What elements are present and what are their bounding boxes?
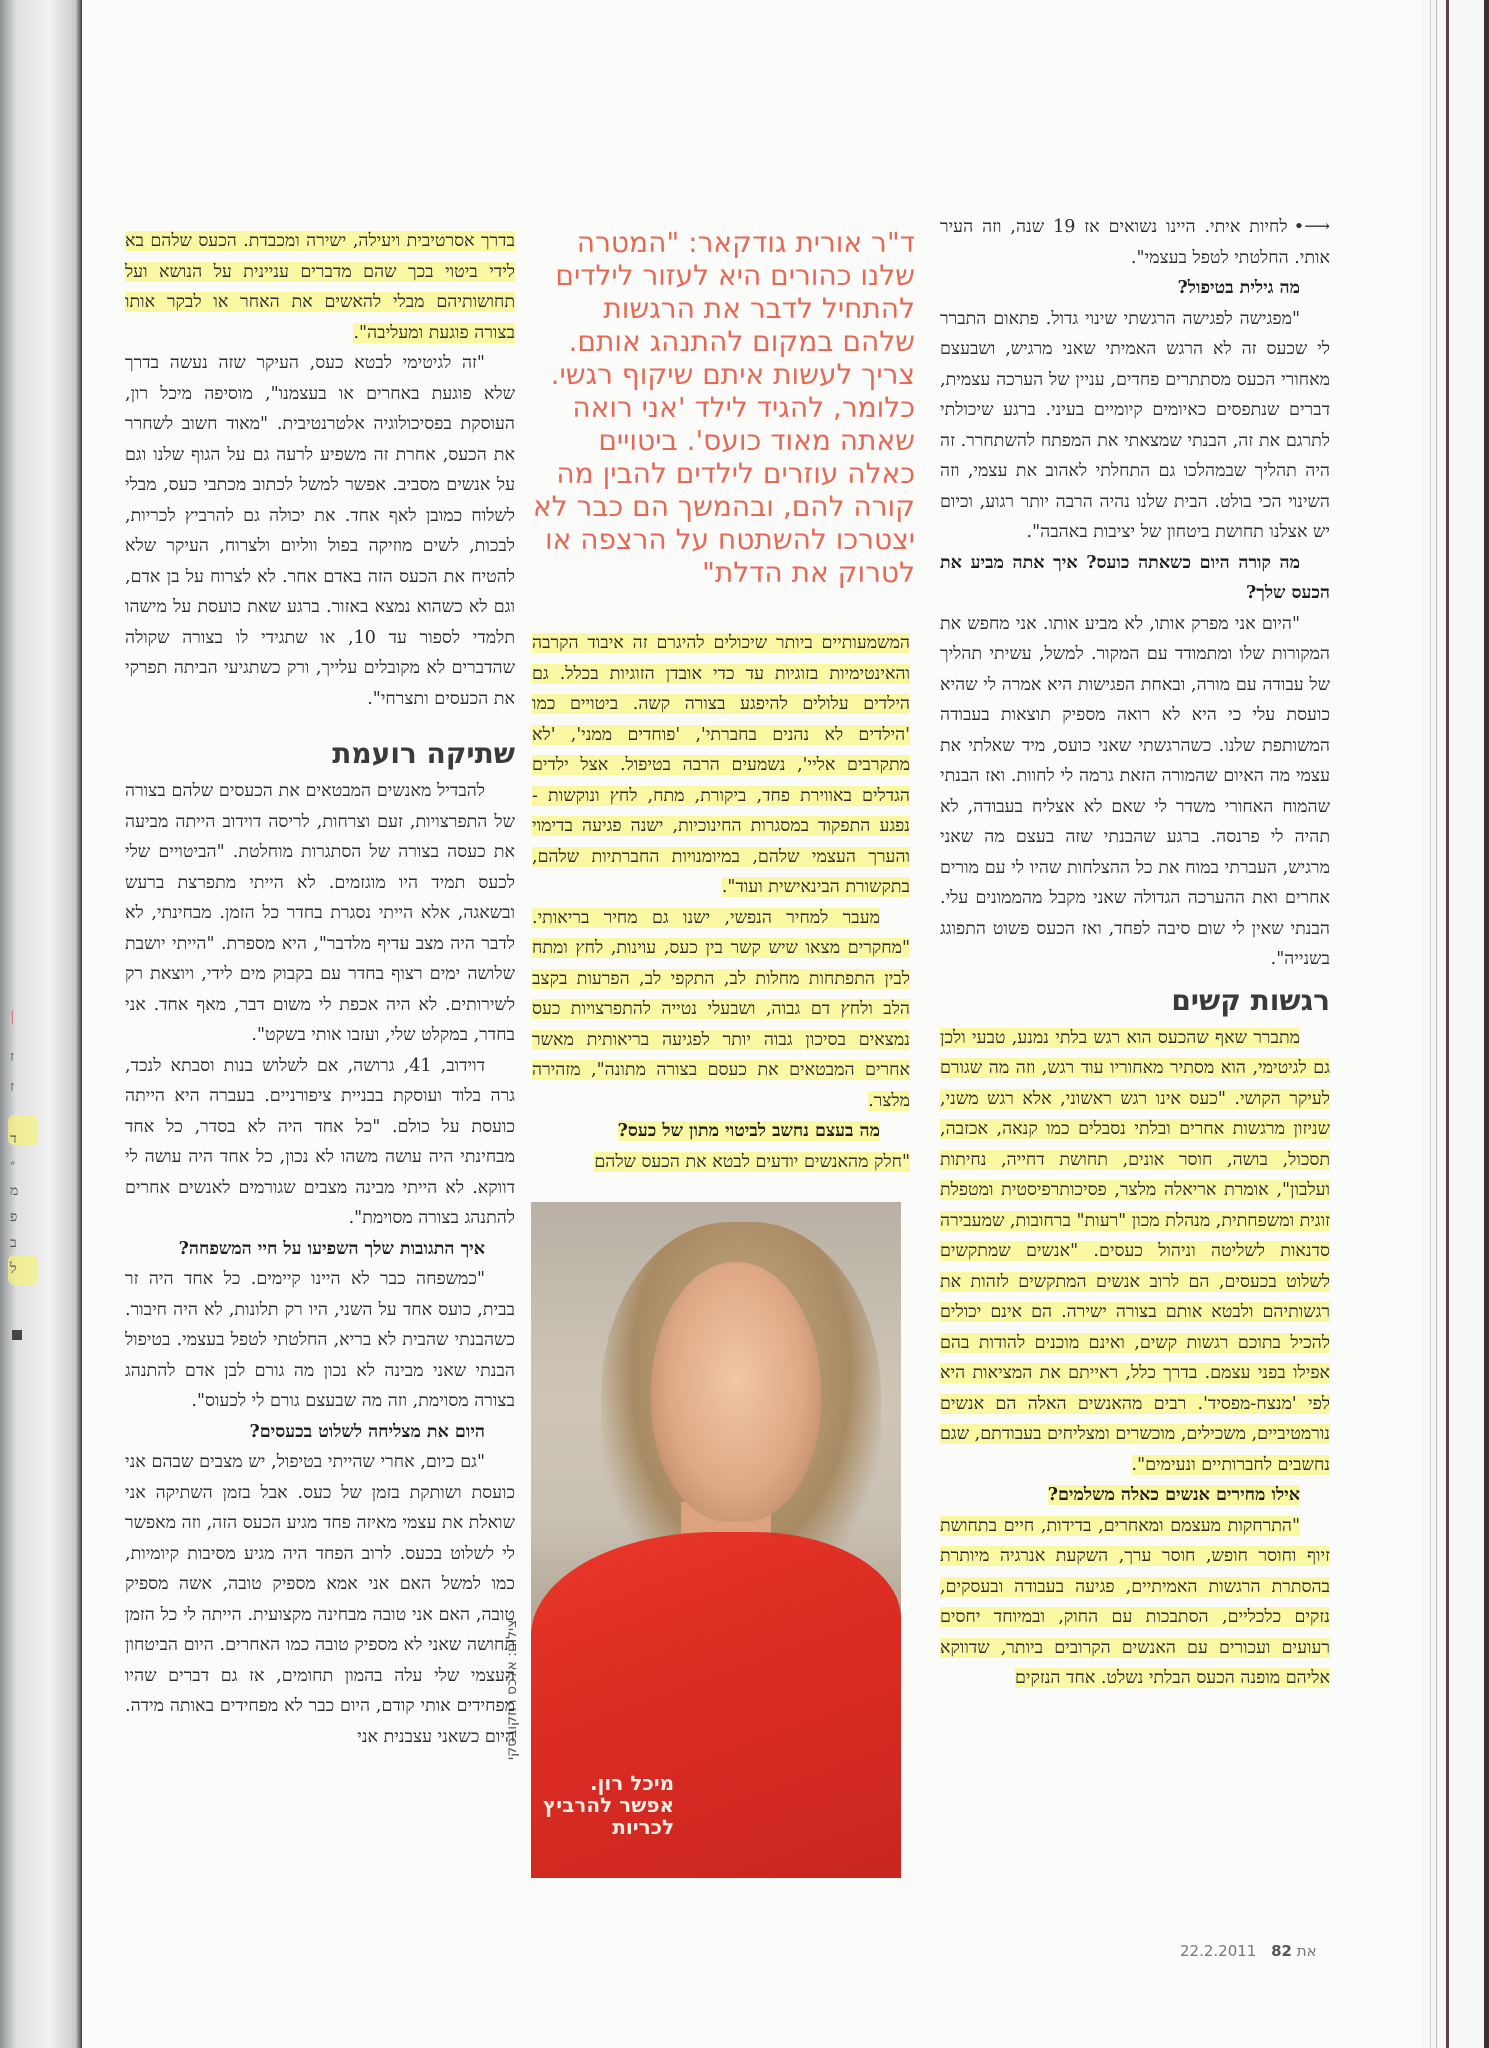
caption-line: אפשר להרביץ [543, 1793, 675, 1817]
paragraph: דוידוב, 41, גרושה, אם לשלוש בנות וסבתא לנכד, גרה בלוד ועוסקת בבניית ציפורניים. בעברה היא הייתה כועסת על כולם. "כל אחד היה לא בסדר, כל אחד מבחינתי היה עושה משהו לא נכון, כל אחד היה עושה לי דווקא. לא הייתי מבינה מצבים שגורמים לאנשים אחרים להתנהג בצורה מסוימת". [125, 1055, 515, 1228]
paragraph: "כמשפחה כבר לא היינו קיימים. כל אחד היה זר בבית, כועס אחד על השני, היו רק תלונות, לא היה חיבור. כשהבנתי שהבית לא בריא, החלטתי לטפל בעצמי. בטיפול הבנתי שאני מבינה לא נכון מה גורם לבן אדם להתנהג בצורה מסוימת, וזה מה שבעצם גורם לי לכעוס". [125, 1269, 515, 1411]
photo-caption [543, 1772, 674, 1838]
article-column-middle [532, 628, 910, 1177]
highlighted-paragraph: מתברר שאף שהכעס הוא רגש בלתי נמנע, טבעי ולכן גם לגיטימי, הוא מסתיר מאחוריו עוד רגש, וזה מה שגורם לעיקר הקושי. "כעס אינו רגש ראשוני, אלא רגש משני, שניזון מרגשות אחרים ובלתי נסבלים כמו קנאה, אכזבה, תסכול, בושה, חוסר אונים, תחושת דחייה, נחיתות ועלבון", אומרת אריאלה מלצר, פסיכותרפיסטית ומטפלת זוגית ומשפחתית, מנהלת מכון "רעות" ברחובות, שמעבירה סדנאות לשליטה וניהול כעסים. "אנשים שמתקשים לשלוט בכעסים, הם לרוב אנשים המתקשים לזהות את רגשותיהם ולבטא אותם בצורה ישירה. הם אינם יכולים להכיל בתוכם רגשות קשים, ואינם מוכנים להודות בהם אפילו בפני עצמם. בדרך כלל, ראייתם את המציאות היא לפי 'מנצח-מפסיד'. רבים מהאנשים האלה הם אנשים נורמטיביים, משכילים, מוכשרים ומצליחים בעבודתם, שגם נחשבים לחברותיים ונעימים". [940, 1027, 1330, 1475]
paragraph: "גם כיום, אחרי שהייתי בטיפול, יש מצבים שבהם אני כועסת ושותקת בזמן של כעס. אבל בזמן השתיקה אני שואלת את עצמי מאיזה פחד מגיע הכעס הזה, וזה מאפשר לי לשלוט בכעס. לרוב הפחד היה מגיע מסיבות קיומיות, כמו למשל האם אני אמא מספיק טובה, אשה מספיק טובה, האם אני טובה מבחינה מקצועית. הייתה לי כל הזמן תחושה שאני לא מספיק טובה כמו האחרים. היום הביטחון העצמי שלי עלה בהמון תחומים, אז גם דברים שהיו מפחידים אותי קודם, היום כבר לא מפחידים באותה מידה. היום כשאני עצבנית אני [125, 1452, 515, 1747]
highlighted-paragraph: "חלק מהאנשים יודעים לבטא את הכעס שלהם [594, 1151, 910, 1172]
facing-page-fragment: ז [10, 1079, 14, 1095]
page-footer [1180, 1942, 1317, 1960]
interview-question: אילו מחירים אנשים כאלה משלמים? [1047, 1485, 1300, 1505]
page-stack-edge [1422, 0, 1489, 2048]
facing-page-fragment: מ [10, 1183, 19, 1199]
interview-question: היום את מצליחה לשלוט בכעסים? [249, 1421, 485, 1442]
facing-page-fragment: ל [10, 1261, 17, 1277]
paragraph: "היום אני מפרק אותו, לא מביע אותו. אני מחפש את המקורות שלו ומתמודד עם המקור. למשל, עשיתי תהליך של עבודה עם מורה, ובאחת הפגישות היא אמרה לי שהיא כועסת עלי כי היא לא רואה מספיק תוצאות בעבודה המשותפת שלנו. כשהרגשתי שאני כועס, מיד שאלתי את עצמי מה האיום שהמורה הזאת גרמה לי לחוות. ואז הבנתי שהמוח האחורי משדר לי שאם לא אצליח בעבודה, לא תהיה לי פרנסה. ברגע שהבנתי שזה בעצם מה שאני מרגיש, העברתי במוח את כל ההצלחות שהיו לי עם מורים אחרים ואת ההערכה הגדולה שאני מקבל מהממונים עלי. הבנתי שאין לי שום סיבה לפחד, ואז הכעס פשוט התפוגג בשנייה". [940, 613, 1330, 969]
portrait-photo [531, 1202, 901, 1878]
paragraph: "זה לגיטימי לבטא כעס, העיקר שזה נעשה בדרך שלא פוגעת באחרים או בעצמנו", מוסיפה מיכל רון, העוסקת בפסיכולוגיה אלטרנטיבית. "מאוד חשוב לשחרר את הכעס, אחרת זה משפיע לרעה גם על הגוף שלנו וגם על אנשים מסביב. אפשר למשל לכתוב מכתבי כעס, מבלי לשלוח כמובן לאף אחד. את יכולה גם להרביץ לכריות, לבכות, לשים מוזיקה בפול ווליום ולצרוח, העיקר שלא להטיח את הכעס הזה באדם אחר. לא לצרוח על בן אדם, וגם לא כשהוא נמצא באזור. ברגע שאת כועסת על מישהו תלמדי לספור עד 10, או שתגידי לו בצורה שקולה שהדברים לא מקובלים עלייך, ורק כשתגיעי הביתה תפרקי את הכעסים ותצרחי". [125, 353, 515, 709]
paragraph: לחיות איתי. היינו נשואים אז 19 שנה, וזה העיר אותי. החלטתי לטפל בעצמי". [940, 217, 1330, 268]
paragraph: להבדיל מאנשים המבטאים את הכעסים שלהם בצורה של התפרצויות, זעם וצרחות, לריסה דוידוב הייתה מביעה את כעסה בצורה של הסתגרות מוחלטת. "הביטויים שלי לכעס תמיד היו מוגזמים. לא הייתי מתפרצת ברעש ובשאגה, אלא הייתי נסגרת בחדר כל הזמן. מבחינתי, לא לדבר היה מצב עדיף מלדבר", היא מספרת. "הייתי יושבת שלושה ימים רצוף בחדר עם בקבוק מים לידי, ויוצאת רק לשירותים. לא היה אכפת לי משום דבר, מאף אחד. אני בחדר, במקלט שלי, ועזבו אותי בשקט". [125, 781, 516, 1045]
facing-page-fragment: ב [10, 1235, 17, 1251]
interview-question: איך התגובות שלך השפיעו על חיי המשפחה? [178, 1238, 485, 1259]
facing-page-edge [0, 0, 82, 2048]
pull-quote: ד"ר אורית גודקאר: "המטרה שלנו כהורים היא לעזור לילדים להתחיל לדבר את הרגשות שלהם במקום להתנהג אותם. צריך לעשות איתם שיקוף רגשי. כלומר, להגיד לילד 'אני רואה שאתה מאוד כועס'. ביטויים כאלה עוזרים לילדים להבין מה קורה להם, ובהמשך הם כבר לא יצטרכו להשתטח על הרצפה או לטרוק את הדלת" [532, 226, 915, 589]
section-heading: שתיקה רועמת [332, 737, 515, 770]
page-number: 82 [1271, 1942, 1292, 1960]
facing-page-fragment: ז [10, 1049, 14, 1065]
interview-question: מה גילית בטיפול? [1177, 278, 1300, 298]
facing-page-fragment: פ [10, 1209, 18, 1225]
arrow-continuation-icon: ⟶• [1293, 216, 1330, 237]
issue-date: 22.2.2011 [1180, 1942, 1257, 1960]
photo-credit: צילום: אלכס רוזקובסקי [504, 1620, 520, 1761]
highlighted-paragraph: מעבר למחיר הנפשי, ישנו גם מחיר בריאותי. "מחקרים מצאו שיש קשר בין כעס, עוינות, לחץ ומתח לבין התפתחות מחלות לב, התקפי לב, הפרעות בקצב הלב ולחץ דם גבוה, ושבעלי נטייה להתפרצויות כעס נמצאים בסיכון גבוה יותר לפגיעה בריאותית מאשר אחרים המבטאים את כעסם בצורה מתונה", מזהירה מלצר. [532, 907, 910, 1111]
caption-line: מיכל רון. [589, 1771, 675, 1795]
photo-face [651, 1262, 821, 1522]
interview-question: מה קורה היום כשאתה כועס? איך אתה מביע את הכעס שלך? [940, 552, 1330, 603]
end-mark-square-icon [12, 1330, 22, 1340]
article-column-left [125, 226, 515, 1752]
article-column-right [940, 212, 1330, 1694]
magazine-name: את [1296, 1942, 1317, 1960]
facing-page-red-mark: | [10, 1009, 15, 1025]
highlighted-paragraph: "התרחקות מעצמם ומאחרים, בדידות, חיים בתחושת זיוף וחוסר חופש, חוסר ערך, השקעת אנרגיה מיותרת בהסתרת הרגשות האמיתיים, פגיעה בעבודה ובעסקים, נזקים כלכליים, הסתבכות עם החוק, ובמיוחד יחסים רעועים ועכורים עם האנשים הקרובים ביותר, שדווקא אליהם מופנה הכעס הבלתי נשלט. אחד הנזקים [940, 1515, 1330, 1688]
paragraph: "מפגישה לפגישה הרגשתי שינוי גדול. פתאום התברר לי שכעס זה לא הרגש האמיתי שאני מרגיש, ושבעצם מאחורי הכעס מסתתרים פחדים, עניין של הערכה עצמית, דברים שנתפסים כאיומים קיומיים בעיני. ברגע שיכולתי לתרגם את זה, הבנתי שמצאתי את המפתח להשתחרר. זה היה תהליך שבמהלכו גם התחלתי לאהוב את עצמי, וזה השינוי הכי בולט. הבית שלנו נהיה הרבה יותר רגוע, וכיום יש אצלנו תחושת ביטחון של יציבות באהבה". [940, 308, 1330, 542]
highlighted-paragraph: המשמעותיים ביותר שיכולים להיגרם זה איבוד הקרבה והאינטימיות בזוגיות עד כדי אובדן הזוגיות בכלל. גם הילדים עלולים להיפגע בצורה קשה. ביטויים כמו 'הילדים לא נהנים בחברתי', 'פוחדים ממני', 'לא מתקרבים אליי', נשמעים הרבה בטיפול. אצל ילדים הגדלים באווירת פחד, ביקורת, מתח, לחץ ונוקשות - נפגע התפקוד במסגרות החינוכיות, ישנה פגיעה בדימוי והערך העצמי שלהם, במיומנויות החברתיות שלהם, בתקשורת הבינאישית ועוד". [532, 633, 910, 897]
section-heading: רגשות קשים [1171, 983, 1330, 1017]
interview-question: מה בעצם נחשב לביטוי מתון של כעס? [617, 1121, 880, 1141]
caption-line: לכריות [612, 1815, 675, 1839]
highlighted-paragraph: בדרך אסרטיבית ויעילה, ישירה ומכבדת. הכעס שלהם בא לידי ביטוי בכך שהם מדברים עניינית על הנושא ועל תחושותיהם מבלי להאשים את האחר או לבקר אותו בצורה פוגעת ומעליבה". [125, 231, 515, 343]
facing-page-fragment: ד [10, 1131, 17, 1147]
facing-page-fragment: ״ [10, 1157, 16, 1173]
